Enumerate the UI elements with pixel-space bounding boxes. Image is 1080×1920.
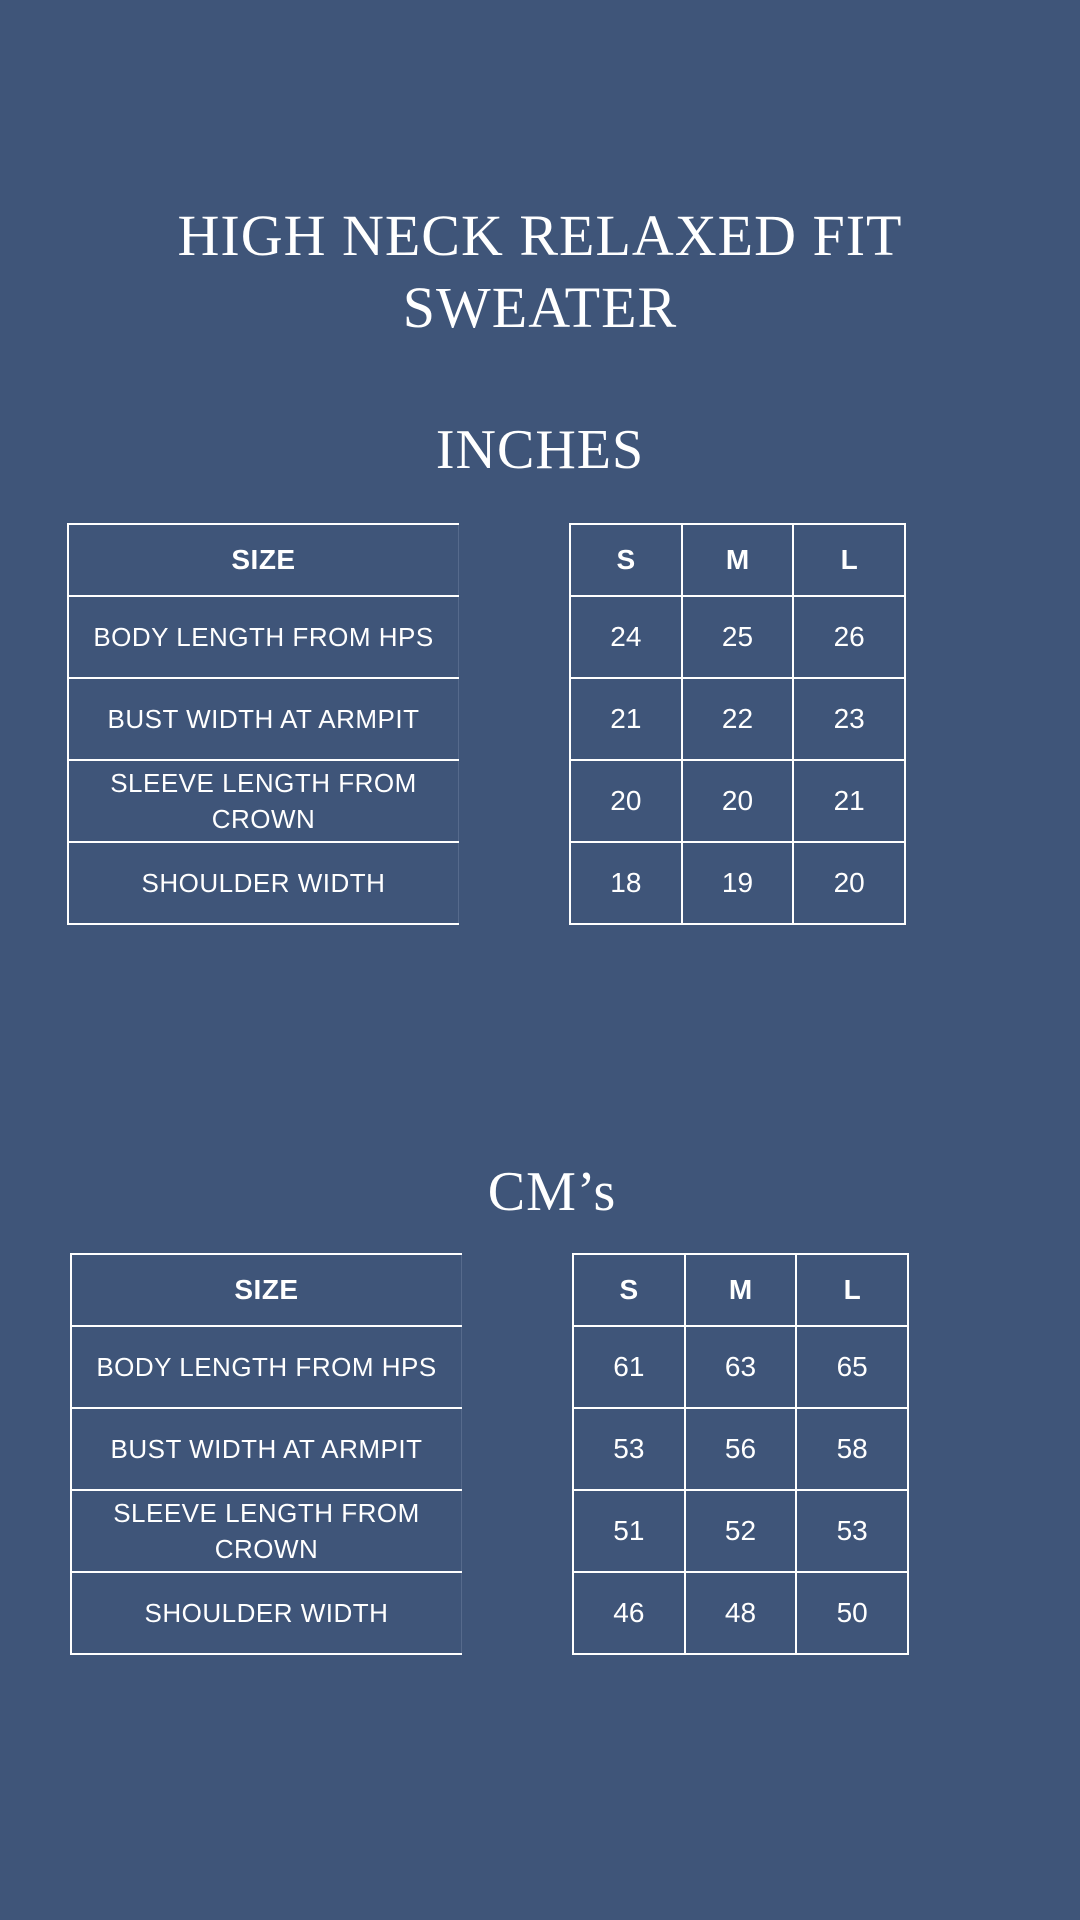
table-row [71,1572,462,1654]
cms-heading: CM’s [487,1161,617,1223]
value-cell: 21 [793,760,905,842]
measurement-label-sleeve-length: SLEEVE LENGTH FROM CROWN [68,760,459,842]
value-cell: 18 [570,842,682,924]
table-row [570,524,905,596]
table-row [68,596,459,678]
value-cell: 63 [685,1326,797,1408]
size-header-s: S [573,1254,685,1326]
table-row [570,760,905,842]
value-cell: 26 [793,596,905,678]
size-header-m: M [682,524,794,596]
table-row [573,1572,908,1654]
table-row [573,1326,908,1408]
value-cell: 23 [793,678,905,760]
table-row [573,1254,908,1326]
table-row [68,760,459,842]
measurement-label-body-length: BODY LENGTH FROM HPS [68,596,459,678]
table-row [570,596,905,678]
value-cell: 51 [573,1490,685,1572]
measurement-label-shoulder-width: SHOULDER WIDTH [68,842,459,924]
inches-heading: INCHES [435,419,645,481]
table-row [573,1408,908,1490]
size-header-m: M [685,1254,797,1326]
table-row [570,842,905,924]
size-header: SIZE [71,1254,462,1326]
page-title-line-2: SWEATER [402,275,678,340]
table-row [71,1254,462,1326]
table-row [68,842,459,924]
size-header-l: L [796,1254,908,1326]
page-title-line-1: HIGH NECK RELAXED FIT [177,203,903,268]
page-title [0,200,1080,344]
measurement-label-bust-width: BUST WIDTH AT ARMPIT [71,1408,462,1490]
measurement-label-bust-width: BUST WIDTH AT ARMPIT [68,678,459,760]
size-header: SIZE [68,524,459,596]
inches-measurement-labels-table [67,523,459,925]
value-cell: 20 [793,842,905,924]
value-cell: 20 [682,760,794,842]
table-row [68,524,459,596]
value-cell: 53 [573,1408,685,1490]
measurement-label-sleeve-length: SLEEVE LENGTH FROM CROWN [71,1490,462,1572]
value-cell: 56 [685,1408,797,1490]
value-cell: 52 [685,1490,797,1572]
size-header-l: L [793,524,905,596]
table-row [71,1490,462,1572]
value-cell: 46 [573,1572,685,1654]
cms-measurement-labels-table [70,1253,462,1655]
measurement-label-shoulder-width: SHOULDER WIDTH [71,1572,462,1654]
value-cell: 48 [685,1572,797,1654]
value-cell: 25 [682,596,794,678]
table-row [68,678,459,760]
table-row [573,1490,908,1572]
value-cell: 61 [573,1326,685,1408]
measurement-label-body-length: BODY LENGTH FROM HPS [71,1326,462,1408]
table-row [570,678,905,760]
size-header-s: S [570,524,682,596]
value-cell: 19 [682,842,794,924]
table-row [71,1326,462,1408]
value-cell: 21 [570,678,682,760]
value-cell: 20 [570,760,682,842]
value-cell: 22 [682,678,794,760]
value-cell: 58 [796,1408,908,1490]
cms-size-values-table [572,1253,909,1655]
inches-size-values-table [569,523,906,925]
value-cell: 24 [570,596,682,678]
table-row [71,1408,462,1490]
value-cell: 65 [796,1326,908,1408]
value-cell: 50 [796,1572,908,1654]
value-cell: 53 [796,1490,908,1572]
